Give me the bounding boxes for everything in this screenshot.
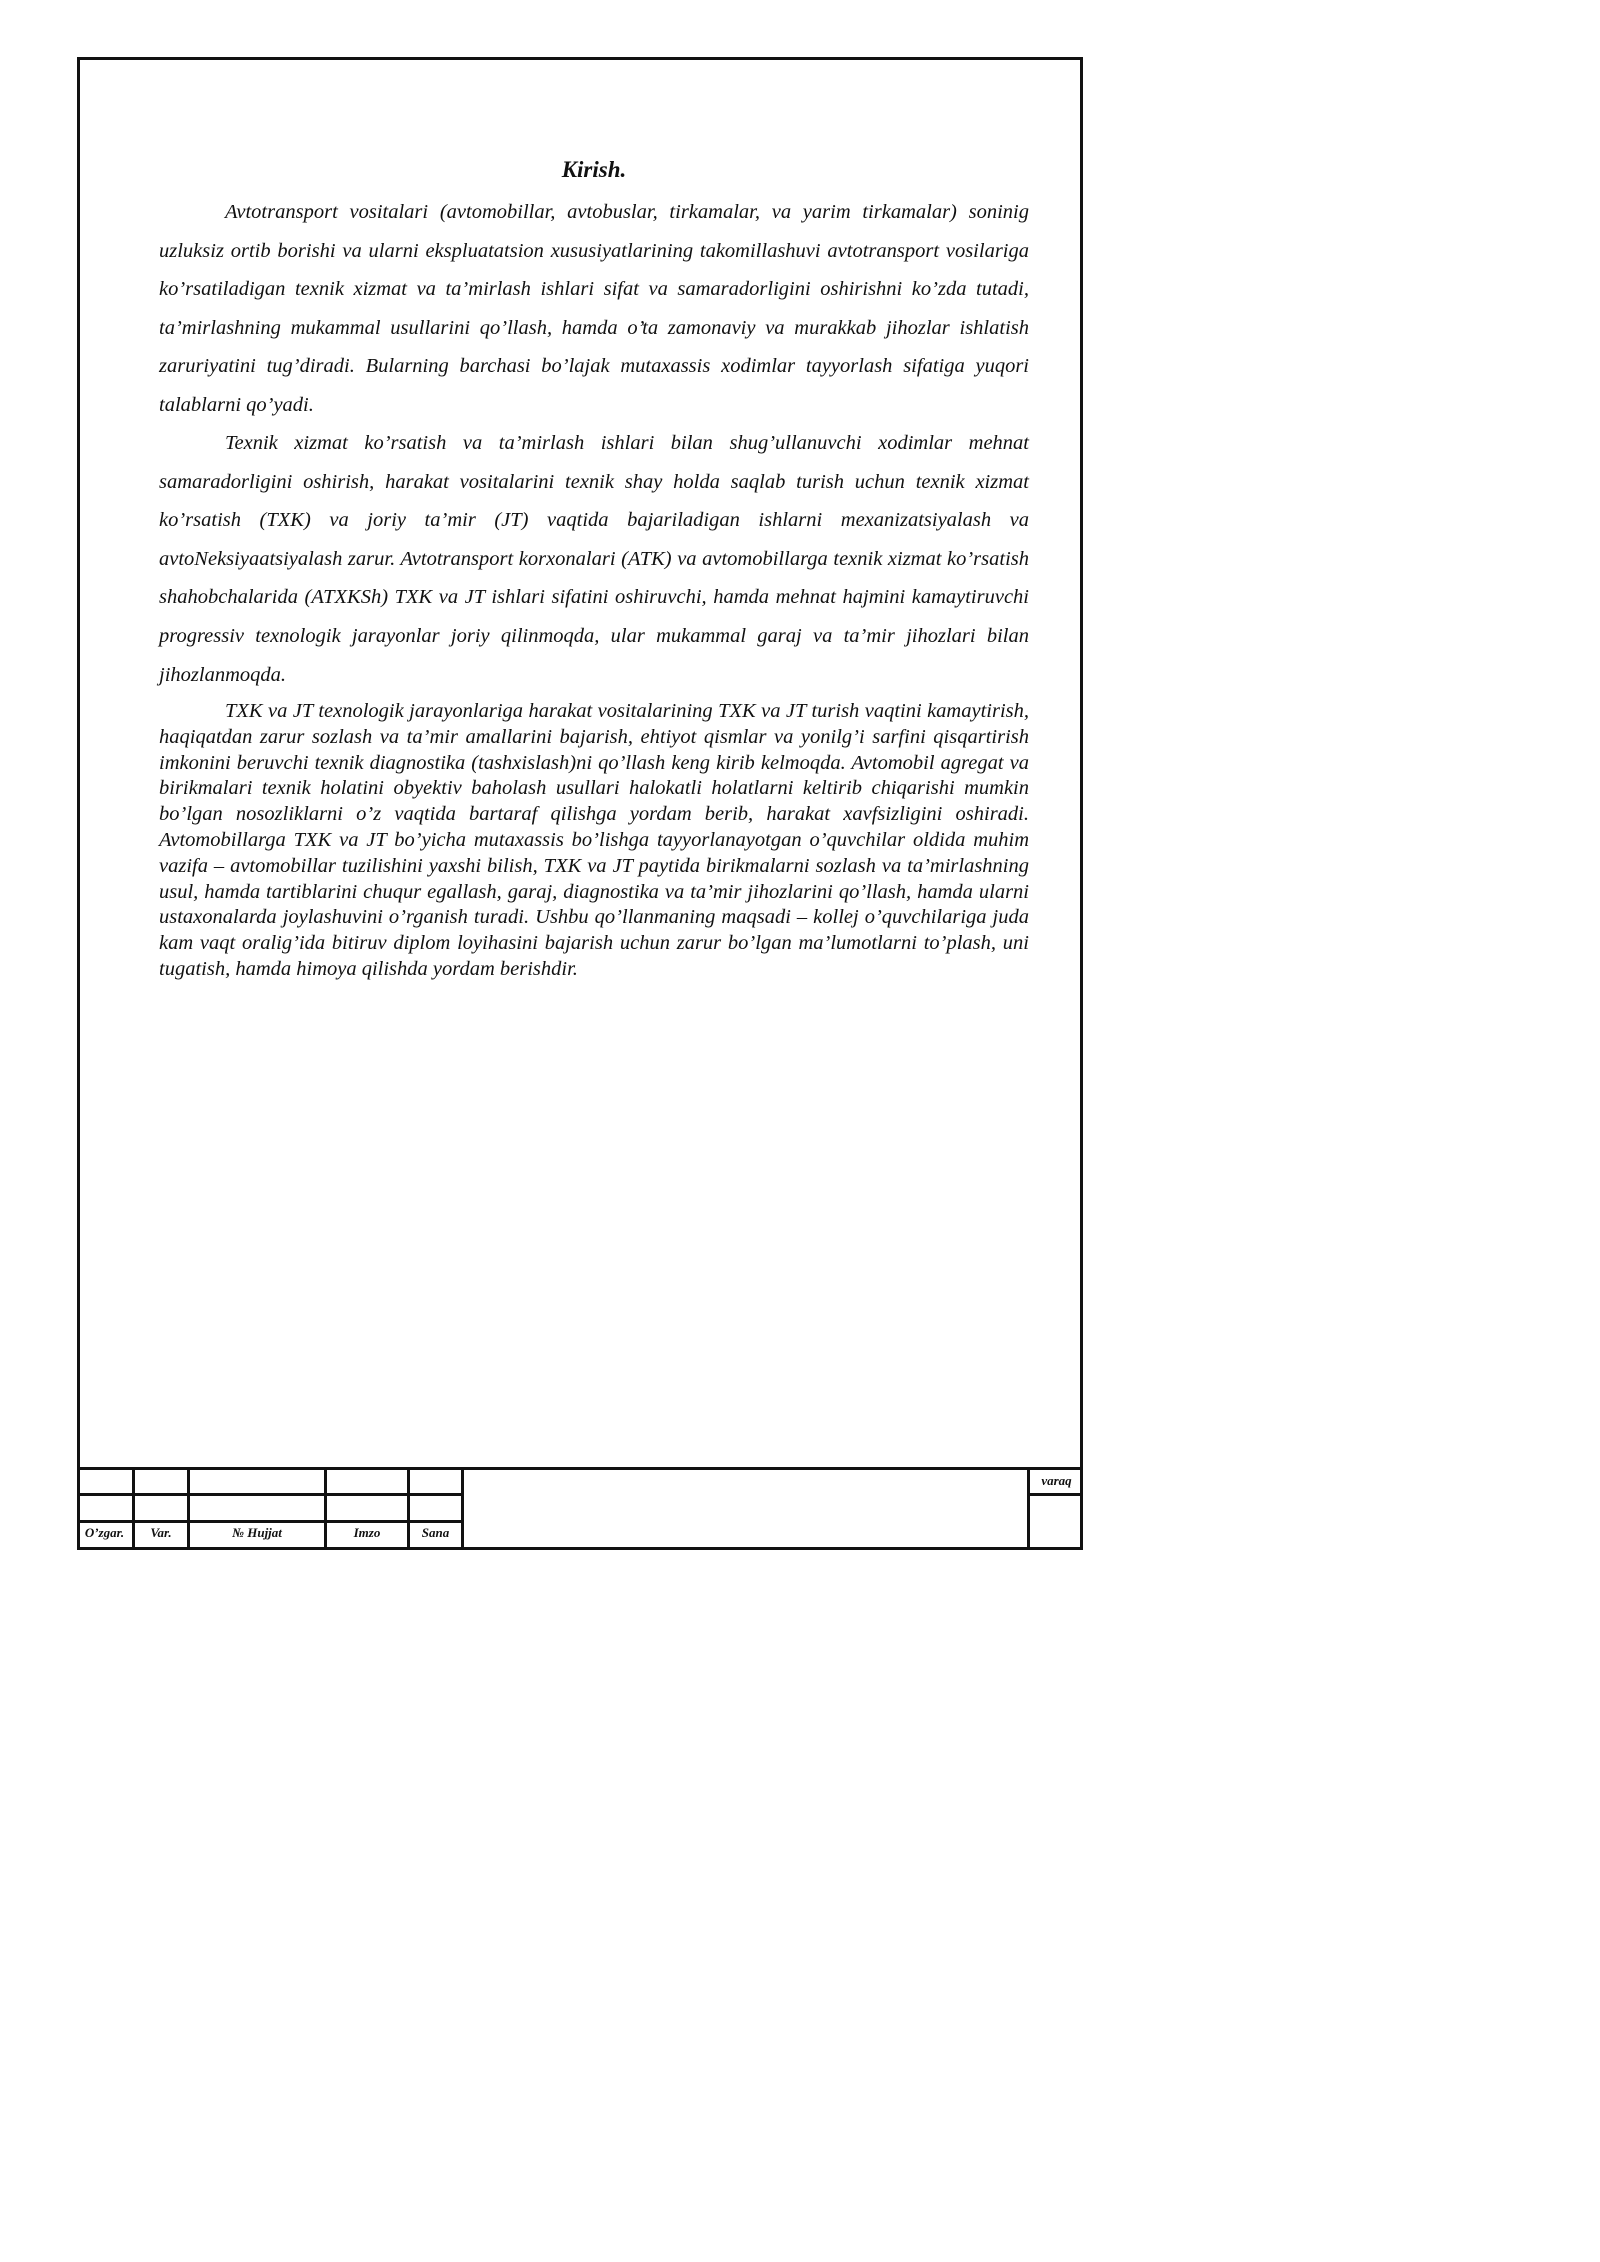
stamp-top-border [77, 1467, 1083, 1470]
paragraph-2: Texnik xizmat ko’rsatish va ta’mirlash ishlari bilan shug’ullanuvchi xodimlar mehnat samaradorligini oshirish, harakat vositalarini texnik shay holda saqlab turish uchun texnik xizmat ko’rsatish (TXK) va joriy ta’mir (JT) vaqtida bajariladigan ishlarni mexanizatsiyalash va avtoNeksiyaatsiyalash zarur. Avtotransport korxonalari (ATK) va avtomobillarga texnik xizmat ko’rsatish shahobchalarida (ATXKSh) TXK va JT ishlari sifatini oshiruvchi, hamda mehnat hajmini kamaytiruvchi progressiv texnologik jarayonlar joriy qilinmoqda, ular mukammal garaj va ta’mir jihozlari bilan jihozlanmoqda. [159, 432, 1029, 686]
paragraph-1: Avtotransport vositalari (avtomobillar, avtobuslar, tirkamalar, va yarim tirkamalar) soninig uzluksiz ortib borishi va ularni ekspluatatsion xususiyatlarining takomillashuvi avtotransport vosilariga ko’rsatiladigan texnik xizmat va ta’mirlash ishlari sifat va samaradorligini oshirishni ko’zda tutadi, ta’mirlashning mukammal usullarini qo’llash, hamda o’ta zamonaviy va murakkab jihozlar ishlatish zaruriyatini tug’diradi. Bularning barchasi bo’lajak mutaxassis xodimlar tayyorlash sifatiga yuqori talablarni qo’yadi. [159, 201, 1029, 416]
stamp-row-line-1 [77, 1493, 464, 1496]
stamp-col-line-5 [461, 1467, 464, 1550]
paragraph-1-block [159, 193, 1029, 425]
sheet-label: varaq [1041, 1473, 1072, 1488]
title-block-stamp [77, 1467, 1083, 1550]
sheet-box-row-line [1027, 1493, 1083, 1496]
stamp-header-imzo: Imzo [353, 1525, 381, 1540]
stamp-header-ozgar: O’zgar. [84, 1525, 125, 1540]
stamp-header-var: Var. [150, 1525, 172, 1540]
page-title: Kirish. [561, 157, 627, 182]
stamp-header-hujjat: № Hujjat [232, 1525, 282, 1540]
paragraph-3: TXK va JT texnologik jarayonlariga harakat vositalarining TXK va JT turish vaqtini kamaytirish, haqiqatdan zarur sozlash va ta’mir amallarini bajarish, ehtiyot qismlar va yonilg’i sarfini qisqartirish imkonini beruvchi texnik diagnostika (tashxislash)ni qo’llash keng kirib kelmoqda. Avtomobil agregat va birikmalari texnik holatini obyektiv baholash usullari halokatli holatlarni keltirib chiqarishi mumkin bo’lgan nosozliklarni o’z vaqtida bartaraf qilishga yordam berib, harakat xavfsizligini oshiradi. Avtomobillarga TXK va JT bo’yicha mutaxassis bo’lishga tayyorlanayotgan o’quvchilar oldida muhim vazifa – avtomobillar tuzilishini yaxshi bilish, TXK va JT paytida birikmalarni sozlash va ta’mirlashning usul, hamda tartiblarini chuqur egallash, garaj, diagnostika va ta’mir jihozlarini qo’llash, hamda ularni ustaxonalarda joylashuvini o’rganish turadi. Ushbu qo’llanmaning maqsadi – kollej o’quvchilariga juda kam vaqt oralig’ida bitiruv diplom loyihasini bajarish uchun zarur bo’lgan ma’lumotlarni to’plash, uni tugatish, hamda himoya qilishda yordam berishdir. [159, 700, 1029, 980]
paragraph-3-block [159, 699, 1029, 983]
stamp-header-sana: Sana [421, 1525, 450, 1540]
stamp-row-line-2 [77, 1520, 464, 1523]
paragraph-2-block [159, 424, 1029, 694]
